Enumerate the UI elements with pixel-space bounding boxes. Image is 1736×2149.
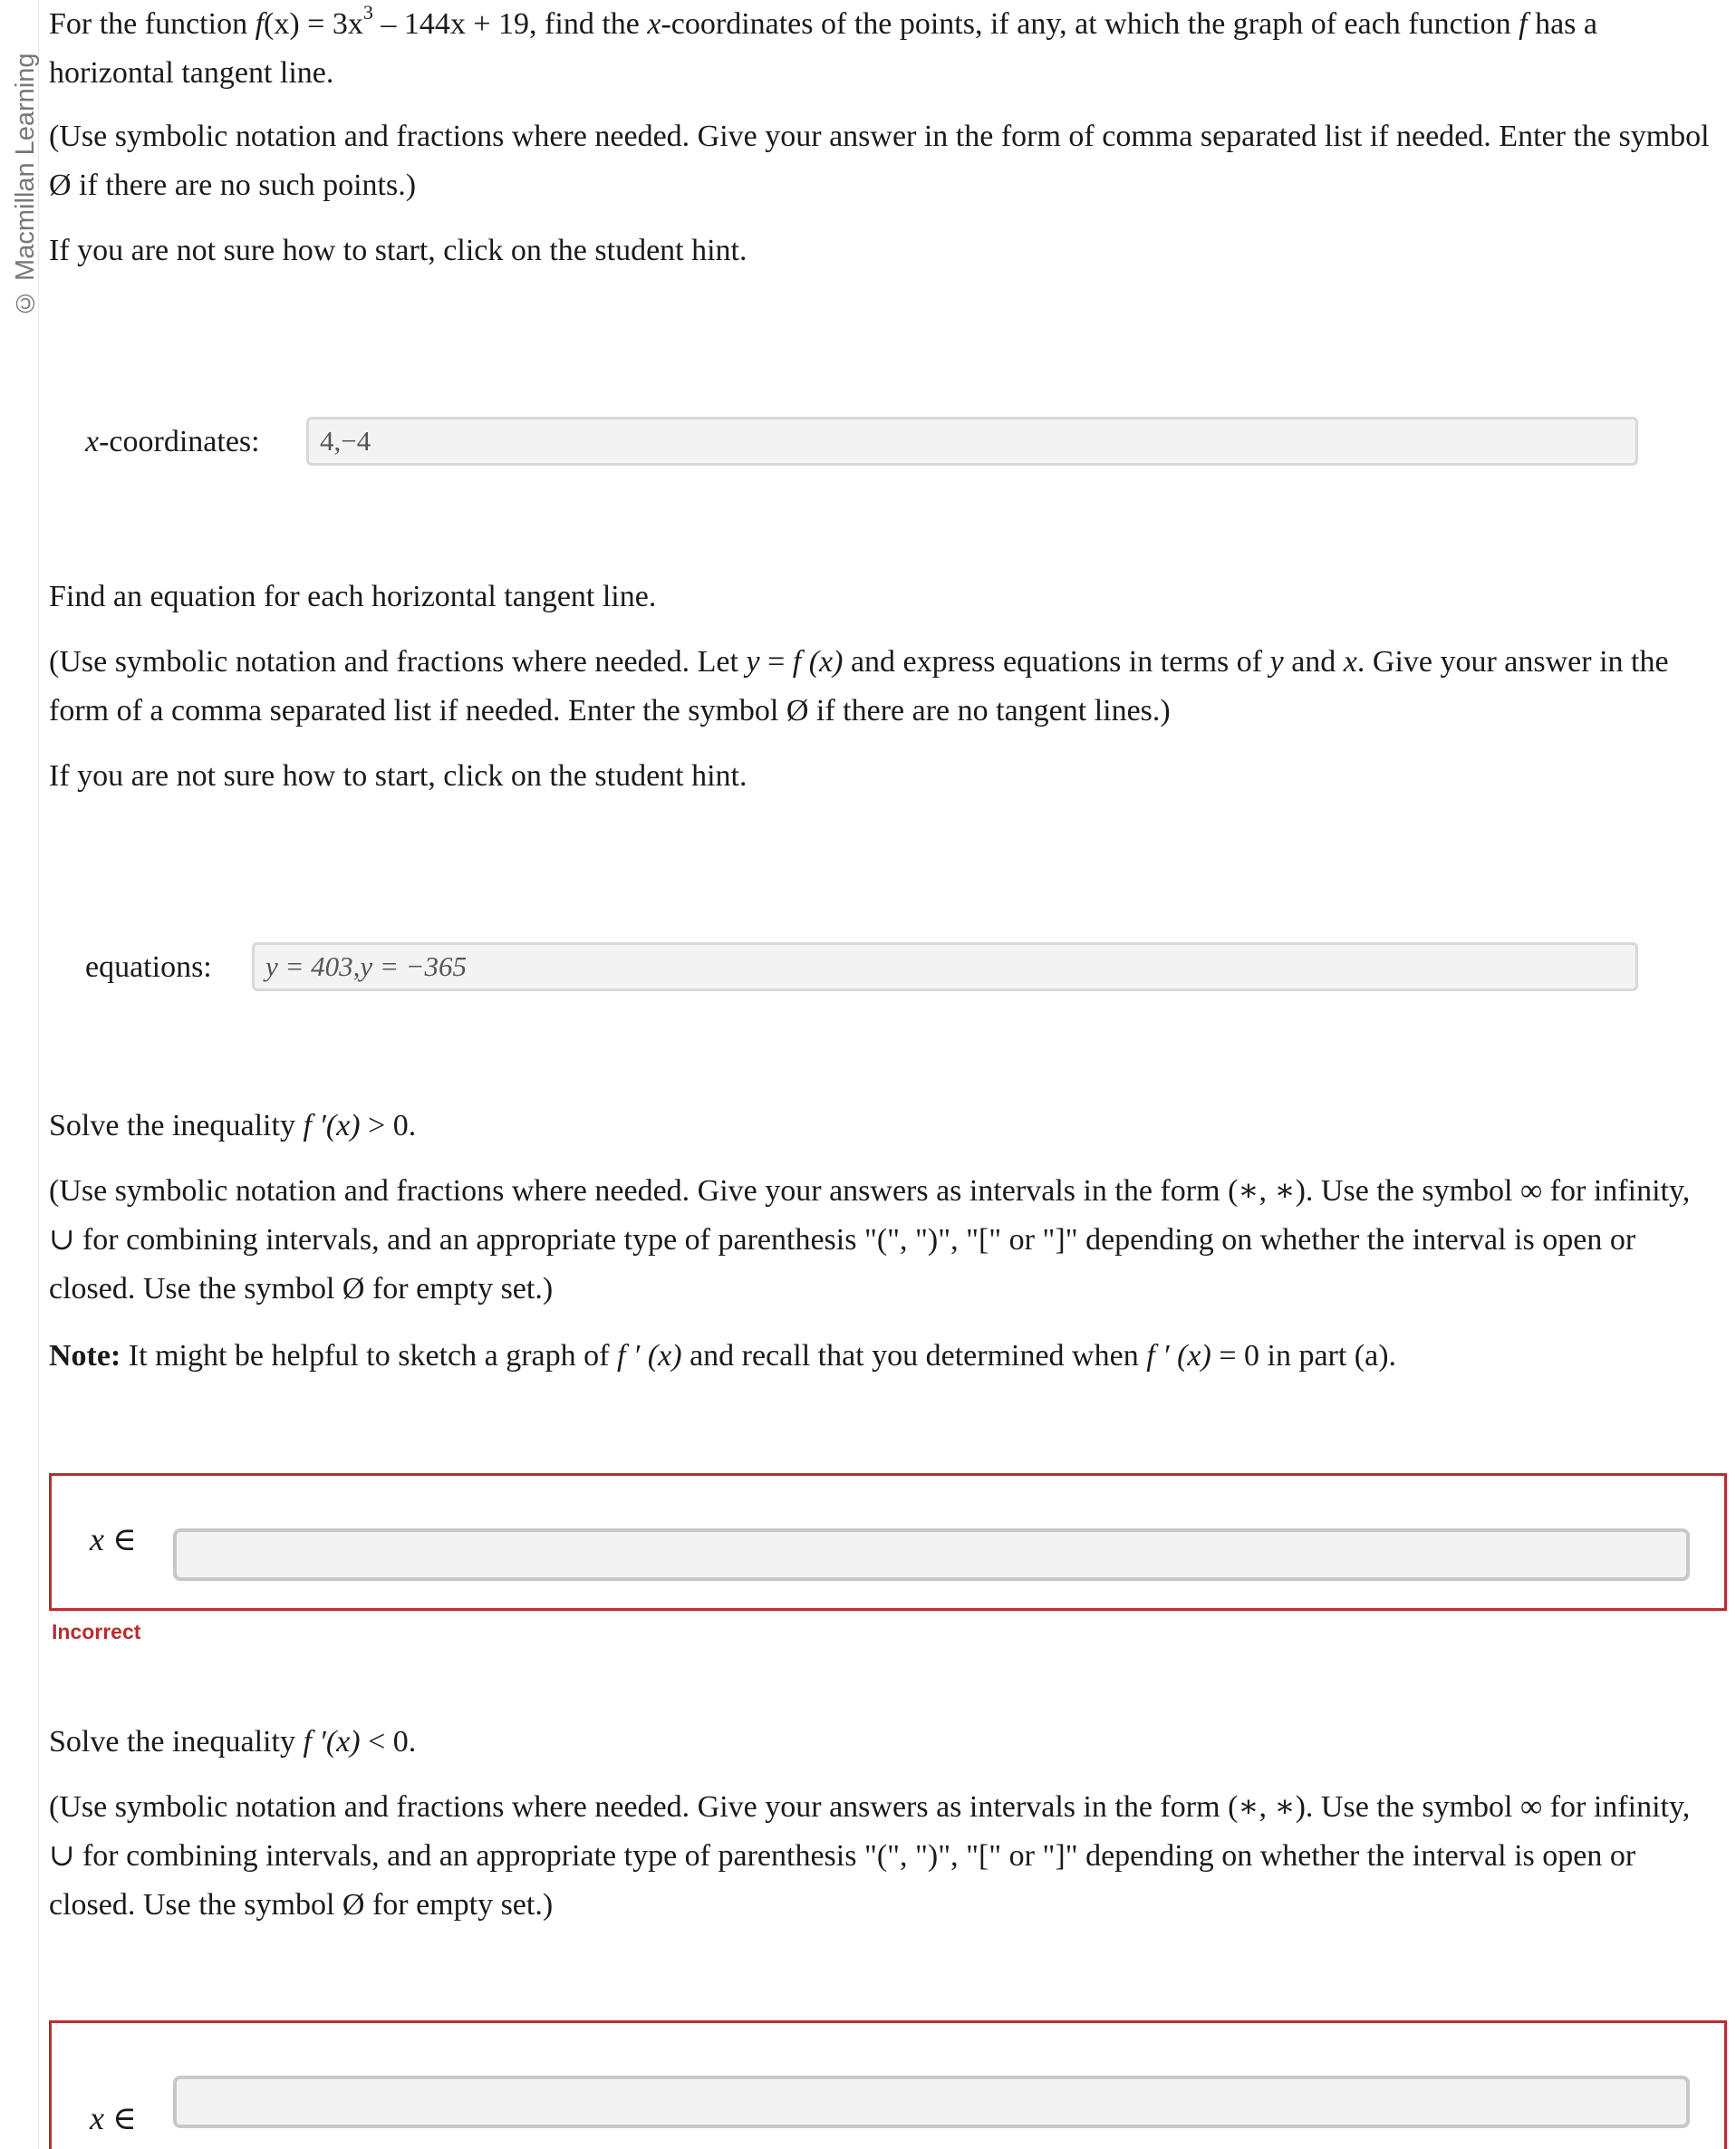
q1-hint: If you are not sure how to start, click on the student hint. (49, 234, 747, 267)
equations-input[interactable]: y = 403,y = −365 (252, 942, 1638, 991)
q4-prompt: Solve the inequality f ′(x) < 0. (49, 1725, 417, 1759)
q4-instructions: (Use symbolic notation and fractions where needed. Give your answers as intervals in the form (∗, ∗). Use the symbol ∞ for infinity, ∪ for combining intervals, and an appropriate type of parenthesis "(", ")", "[" or "]" depending on whether the interval is open or closed. Use the symbol Ø for empty set.) (49, 1790, 1691, 1922)
q3-instructions: (Use symbolic notation and fractions where needed. Give your answers as intervals in the form (∗, ∗). Use the symbol ∞ for infinity, ∪ for combining intervals, and an appropriate type of parenthesis "(", ")", "[" or "]" depending on whether the interval is open or closed. Use the symbol Ø for empty set.) (49, 1174, 1691, 1306)
q2-hint: If you are not sure how to start, click on the student hint. (49, 759, 747, 793)
sidebar (0, 0, 39, 2149)
q1-instructions: (Use symbolic notation and fractions where needed. Give your answer in the form of comma separated list if needed. Enter the symbol Ø if there are no such points.) (49, 120, 1710, 202)
q2-prompt: Find an equation for each horizontal tangent line. (49, 580, 657, 613)
q2-instructions: (Use symbolic notation and fractions where needed. Let y = f (x) and express equations in terms of y and x. Give your answer in the form of a comma separated list if needed. Enter the symbol Ø if there are no tangent lines.) (49, 645, 1669, 728)
equations-label: equations: (85, 950, 212, 984)
q4-answer-box (49, 2020, 1727, 2149)
q3-note: Note: It might be helpful to sketch a graph of f ′ (x) and recall that you determined when f ′ (x) = 0 in part (a). (49, 1339, 1397, 1373)
copyright-label: © Macmillan Learning (11, 53, 40, 317)
x-coordinates-label: x-coordinates: (85, 425, 260, 458)
x-in-label: x ∈ (90, 1521, 137, 1557)
q3-answer-box (49, 1473, 1727, 1611)
x-in-label: x ∈ (90, 2100, 137, 2136)
x-coordinates-input[interactable]: 4,−4 (306, 417, 1638, 466)
q1-prompt: For the function $f(x) = 3x^3 - 144x + 19$, find the x-coordinates of the points, if any, at which the graph of each function f has a horizontal tangent line. (49, 0, 1597, 90)
q3-prompt: Solve the inequality f ′(x) > 0. (49, 1109, 417, 1142)
q3-answer-input[interactable] (173, 1528, 1690, 1581)
q4-answer-input[interactable] (173, 2076, 1690, 2128)
incorrect-feedback: Incorrect (52, 1620, 141, 1643)
